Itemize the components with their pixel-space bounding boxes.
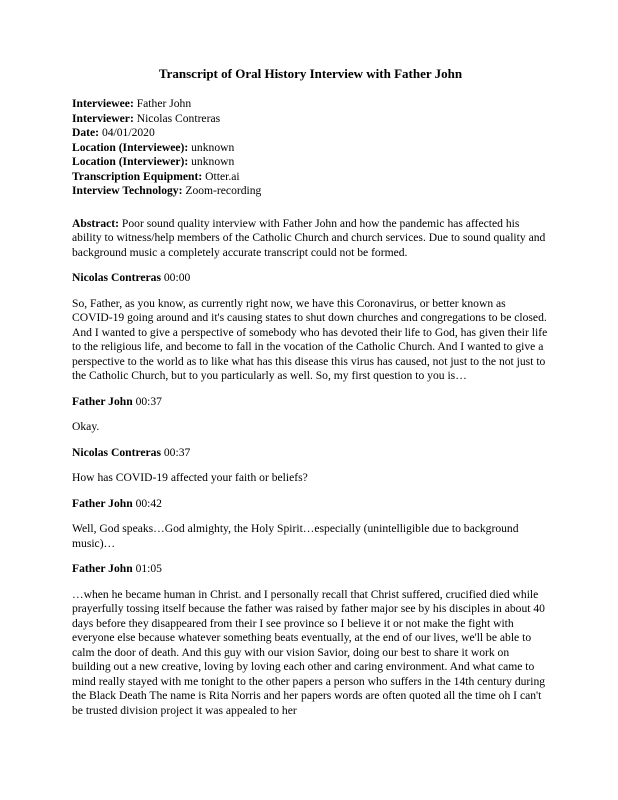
speaker-name: Father John (72, 394, 133, 408)
speech-paragraph: Okay. (72, 420, 100, 433)
metadata-label: Date: (72, 126, 100, 139)
abstract-label: Abstract: (72, 216, 120, 230)
metadata-value: Zoom-recording (182, 184, 262, 197)
metadata-label: Interviewer: (72, 111, 134, 125)
abstract-paragraph (72, 217, 549, 261)
speaker-timestamp: 00:37 (132, 394, 162, 408)
speech-paragraph: So, Father, as you know, as currently right now, we have this Coronavirus, or better known as COVID-19 going around and it's causing states to shut down churches and congregations to be closed. And I wanted to give a perspective of somebody who has devoted their life to God, has given their life to the religious life, and become to fall in the vocation of the Catholic Church. And I wanted to give a perspective to the world as to like what has this disease this virus has caused, not just to the not just to the Catholic Church, but to you particularly as well. So, my first question to you is… (72, 296, 548, 382)
speaker-name: Father John (72, 562, 133, 575)
metadata-label: Interview Technology: (72, 184, 183, 197)
speaker-heading (72, 562, 549, 577)
speaker-timestamp: 00:42 (132, 496, 162, 510)
metadata-line-transcription-equipment (72, 170, 549, 185)
speaker-timestamp: 00:00 (160, 271, 191, 284)
metadata-line-location-interviewer (72, 155, 549, 170)
speaker-name: Father John (72, 496, 133, 510)
speaker-heading (72, 446, 549, 461)
speaker-timestamp: 01:05 (132, 562, 162, 575)
metadata-line-date (72, 126, 549, 141)
metadata-label: Location (Interviewee): (72, 140, 189, 154)
metadata-label: Transcription Equipment: (72, 169, 203, 183)
speech-paragraph: Well, God speaks…God almighty, the Holy Spirit…especially (unintelligible due to background music)… (72, 522, 519, 550)
metadata-line-interviewer (72, 112, 549, 127)
abstract-text: Poor sound quality interview with Father John and how the pandemic has affected his ability to witness/help members of the Catholic Church and church services. Due to sound quality and background music a completely accurate transcript could not be formed. (72, 216, 546, 259)
metadata-value: unknown (188, 155, 235, 168)
metadata-label: Location (Interviewer): (72, 155, 189, 168)
metadata-value: Father John (133, 97, 192, 110)
speaker-heading (72, 497, 549, 512)
speaker-name: Nicolas Contreras (72, 271, 161, 284)
speaker-heading (72, 395, 549, 410)
metadata-line-location-interviewee (72, 141, 549, 156)
speech-paragraph: …when he became human in Christ. and I personally recall that Christ suffered, crucified died while prayerfully tossing itself because the father was raised by father major see by his disciples in about 40 days before they disappeared from their I see province so I believe it or not make the fight with everyone else because whatever something beats eventually, at the end of our lives, we'll be able to calm the door of death. And this guy with our vision Savior, doing our best to share it work on building out a new creative, loving by loving each other and caring environment. And what came to mind really stayed with me tonight to the other papers a person who suffers in the 14th century during the Black Death The name is Rita Norris and her papers words are often quoted all the time oh I can't be trusted division project it was appealed to her (72, 587, 546, 717)
metadata-line-interviewee (72, 97, 549, 112)
metadata-value: Otter.ai (202, 169, 240, 183)
metadata-label: Interviewee: (72, 97, 134, 110)
speaker-name: Nicolas Contreras (72, 445, 161, 459)
metadata-line-interview-technology (72, 184, 549, 199)
metadata-block (72, 97, 549, 199)
metadata-value: 04/01/2020 (99, 126, 155, 139)
document-title: Transcript of Oral History Interview with Father John (158, 66, 463, 81)
metadata-value: unknown (188, 140, 235, 154)
speech-paragraph: How has COVID-19 affected your faith or beliefs? (72, 471, 308, 484)
speaker-timestamp: 00:37 (160, 445, 191, 459)
metadata-value: Nicolas Contreras (133, 111, 221, 125)
speaker-heading (72, 271, 549, 286)
